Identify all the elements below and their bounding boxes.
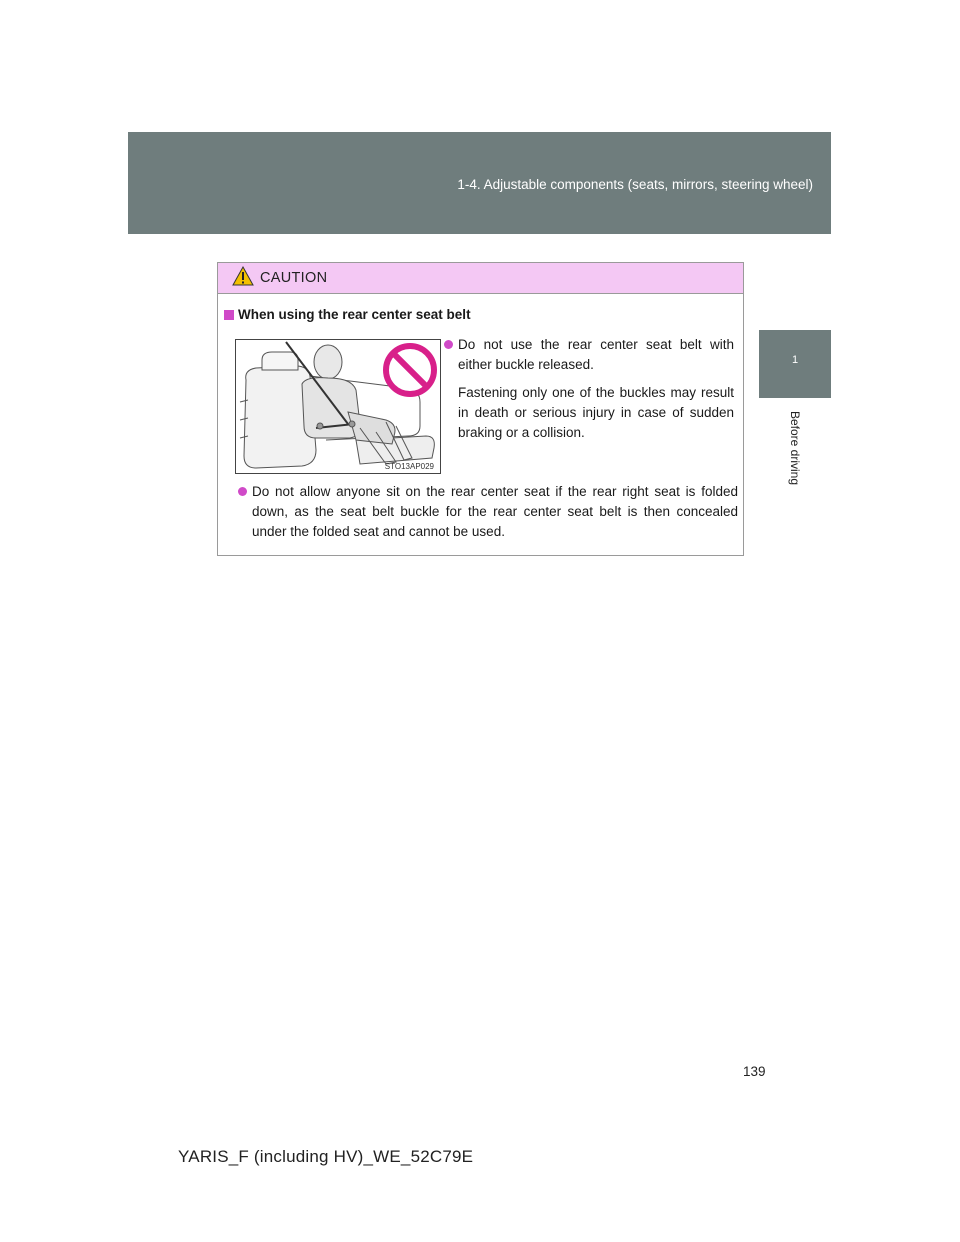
chapter-number: 1 — [791, 354, 799, 366]
chapter-label: Before driving — [788, 410, 802, 486]
rear-seat-passenger-image — [236, 340, 440, 473]
prohibition-icon — [386, 346, 434, 394]
bullet-item — [238, 482, 738, 542]
square-bullet-icon — [224, 310, 234, 320]
illustration-code: STO13AP029 — [384, 462, 434, 471]
header-band — [128, 132, 831, 234]
seatbelt-illustration — [235, 339, 441, 474]
bullet-text: Do not use the rear center seat belt with either buckle released. — [458, 337, 734, 372]
caution-header — [218, 263, 743, 294]
bullet-dot-icon — [238, 487, 247, 496]
chapter-tab — [759, 330, 831, 398]
warning-triangle-icon — [232, 266, 254, 286]
caution-title: CAUTION — [260, 270, 328, 286]
bullet-dot-icon — [444, 340, 453, 349]
section-title: 1-4. Adjustable components (seats, mirrors, steering wheel) — [457, 177, 813, 192]
caution-box — [217, 262, 744, 556]
section-heading — [224, 307, 471, 322]
bullet-item — [444, 335, 734, 443]
document-id: YARIS_F (including HV)_WE_52C79E — [178, 1147, 474, 1166]
page-number: 139 — [743, 1064, 766, 1079]
bullet-text: Do not allow anyone sit on the rear center seat if the rear right seat is folded down, as the seat belt buckle for the rear center seat belt is then concealed under the folded seat and cannot be used. — [252, 484, 738, 539]
bullet-subtext: Fastening only one of the buckles may result in death or serious injury in case of sudden braking or a collision. — [458, 385, 734, 440]
section-heading-text: When using the rear center seat belt — [238, 307, 471, 322]
